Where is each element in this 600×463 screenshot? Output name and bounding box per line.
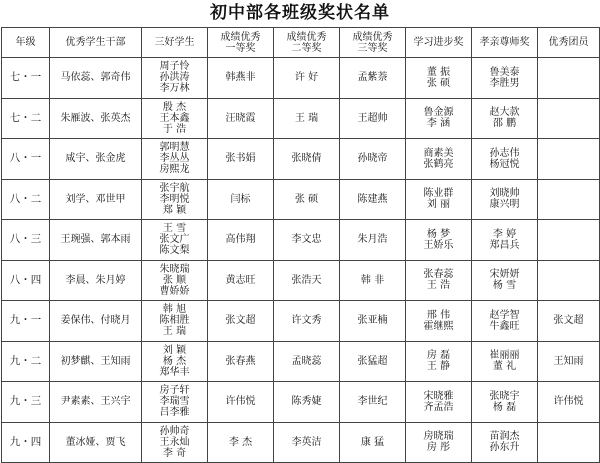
student-name: 张文超 [553, 315, 584, 327]
name-list [358, 194, 388, 205]
name-list [292, 234, 322, 245]
name-list [424, 269, 454, 291]
student-name: 孙志伟 [489, 147, 520, 159]
column-header-label: 学习进步奖 [413, 37, 464, 48]
progress-award-cell [406, 179, 472, 220]
filial-award-cell [472, 98, 538, 139]
third-prize-cell [340, 220, 406, 261]
name-list [226, 396, 256, 407]
cadre-cell: 朱雁波、张英杰 [50, 98, 142, 139]
student-name: 高伟翔 [225, 234, 256, 246]
league-member-cell [538, 58, 600, 99]
student-name: 张 硕 [426, 77, 451, 89]
table-row [2, 341, 600, 382]
column-header-label: 一等奖 [225, 42, 256, 54]
progress-award-cell [406, 341, 472, 382]
cadre-cell: 马依蕊、郭奇伟 [50, 58, 142, 99]
student-name: 张春燕 [225, 355, 256, 367]
student-name: 韩 旭 [162, 304, 187, 316]
progress-award-cell [406, 301, 472, 342]
student-name: 张文超 [225, 315, 256, 327]
column-header-label: 三好学生 [154, 37, 195, 48]
cadre-cell: 姜保伟、付晓月 [50, 301, 142, 342]
table-row [2, 382, 600, 423]
table-row [2, 260, 600, 301]
sanhao-cell [142, 179, 208, 220]
sanhao-cell [142, 139, 208, 180]
third-prize-cell [340, 98, 406, 139]
student-name: 杨 雪 [492, 280, 517, 292]
name-list [490, 269, 520, 291]
table-row [2, 301, 600, 342]
student-name: 陈文梨 [159, 245, 190, 257]
column-header-label: 三等奖 [357, 42, 388, 54]
name-list [424, 229, 454, 251]
table-header [2, 28, 600, 58]
name-list [295, 113, 318, 124]
student-name: 陈业群 [423, 188, 454, 200]
name-list [424, 431, 454, 453]
student-name: 汪晓霞 [225, 112, 256, 124]
name-list [160, 304, 190, 337]
student-name: 韩燕非 [225, 72, 256, 84]
name-list [160, 183, 190, 216]
name-list [490, 107, 520, 129]
column-header-label: 优秀学生干部 [65, 37, 126, 48]
student-name: 李 奇 [162, 447, 187, 459]
progress-award-cell [406, 220, 472, 261]
cadre-cell: 李晨、朱月婷 [50, 260, 142, 301]
name-list [160, 345, 190, 378]
name-list [361, 275, 384, 286]
student-name: 李 婷 [492, 228, 517, 240]
student-name: 李世纪 [357, 396, 388, 408]
name-list [358, 396, 388, 407]
progress-award-cell [406, 139, 472, 180]
name-list [554, 356, 584, 367]
student-name: 张浩天 [291, 274, 322, 286]
name-list [358, 72, 388, 83]
student-name: 李丛丛 [159, 153, 190, 165]
student-name: 李文忠 [291, 234, 322, 246]
league-member-cell [538, 382, 600, 423]
student-name: 张春蕊 [423, 269, 454, 281]
name-list [490, 67, 520, 89]
second-prize-cell [274, 98, 340, 139]
sanhao-cell [142, 220, 208, 261]
name-list [424, 107, 454, 129]
student-name: 孟紫萘 [357, 72, 388, 84]
student-name: 李明悦 [159, 193, 190, 205]
student-name: 陈相胜 [159, 315, 190, 327]
name-list [292, 396, 322, 407]
student-name: 许伟悦 [553, 396, 584, 408]
name-list [490, 148, 520, 170]
student-name: 曹娇娇 [159, 285, 190, 297]
cadre-cell: 咸宇、张金虎 [50, 139, 142, 180]
student-name: 商素美 [423, 147, 454, 159]
name-list [292, 356, 322, 367]
progress-award-cell [406, 382, 472, 423]
name-list [226, 153, 256, 164]
first-prize-cell [208, 220, 274, 261]
student-name: 孟晓蕊 [291, 355, 322, 367]
table-row [2, 422, 600, 463]
student-name: 韩 非 [360, 274, 385, 286]
column-header [472, 28, 538, 58]
sanhao-cell [142, 58, 208, 99]
grade-cell: 九・四 [2, 422, 50, 463]
sanhao-cell [142, 98, 208, 139]
column-header [274, 28, 340, 58]
second-prize-cell [274, 260, 340, 301]
table-row [2, 58, 600, 99]
student-name: 董 礼 [492, 361, 517, 373]
column-header [2, 28, 50, 58]
student-name: 许 好 [294, 72, 319, 84]
filial-award-cell [472, 341, 538, 382]
student-name: 张宇航 [159, 182, 190, 194]
name-list [231, 194, 251, 205]
first-prize-cell [208, 139, 274, 180]
first-prize-cell [208, 301, 274, 342]
student-name: 孙洪涛 [159, 72, 190, 84]
name-list [295, 194, 318, 205]
student-name: 宋妍妍 [489, 269, 520, 281]
student-name: 房熙龙 [159, 164, 190, 176]
second-prize-cell [274, 301, 340, 342]
student-name: 刘 颖 [162, 344, 187, 356]
student-name: 崔丽丽 [489, 350, 520, 362]
name-list [226, 356, 256, 367]
table-row [2, 220, 600, 261]
second-prize-cell [274, 139, 340, 180]
name-list [358, 153, 388, 164]
name-list [358, 234, 388, 245]
student-name: 牛鑫旺 [489, 320, 520, 332]
grade-cell: 八・三 [2, 220, 50, 261]
filial-award-cell [472, 220, 538, 261]
student-name: 鲁美泰 [489, 66, 520, 78]
table-row [2, 139, 600, 180]
student-name: 孙东升 [489, 442, 520, 454]
student-name: 陈建燕 [357, 193, 388, 205]
student-name: 王娇乐 [423, 239, 454, 251]
student-name: 刘晓帅 [489, 188, 520, 200]
student-name: 董 振 [426, 66, 451, 78]
name-list [490, 391, 520, 413]
name-list [427, 67, 450, 89]
name-list [424, 391, 454, 413]
student-name: 张晓宇 [489, 390, 520, 402]
grade-cell: 八・二 [2, 179, 50, 220]
student-name: 杨 磊 [492, 401, 517, 413]
name-list [226, 234, 256, 245]
column-header-label: 年级 [15, 37, 36, 48]
second-prize-cell [274, 382, 340, 423]
student-name: 张鹤亮 [423, 158, 454, 170]
name-list [424, 148, 454, 170]
cadre-cell: 尹素素、王兴宇 [50, 382, 142, 423]
table-body [2, 58, 600, 463]
student-name: 郭明慧 [159, 142, 190, 154]
column-header [406, 28, 472, 58]
student-name: 张文广 [159, 234, 190, 246]
student-name: 张猛超 [357, 355, 388, 367]
student-name: 李胜男 [489, 77, 520, 89]
student-name: 郑 颖 [162, 204, 187, 216]
name-list [490, 188, 520, 210]
third-prize-cell [340, 139, 406, 180]
sanhao-cell [142, 422, 208, 463]
grade-cell: 九・三 [2, 382, 50, 423]
student-name: 霍继熙 [423, 320, 454, 332]
first-prize-cell [208, 58, 274, 99]
student-name: 齐孟浩 [423, 401, 454, 413]
student-name: 邵 鹏 [492, 118, 517, 130]
name-list [160, 61, 190, 94]
league-member-cell [538, 260, 600, 301]
second-prize-cell [274, 220, 340, 261]
column-header-label: 孝亲尊师奖 [479, 37, 530, 48]
student-name: 杨冠悦 [489, 158, 520, 170]
progress-award-cell [406, 98, 472, 139]
first-prize-cell [208, 382, 274, 423]
name-list [358, 315, 388, 326]
grade-cell: 八・一 [2, 139, 50, 180]
student-name: 许伟悦 [225, 396, 256, 408]
name-list [160, 426, 190, 459]
name-list [490, 310, 520, 332]
student-name: 王 浩 [426, 280, 451, 292]
league-member-cell [538, 98, 600, 139]
student-name: 鲁金源 [423, 107, 454, 119]
progress-award-cell [406, 422, 472, 463]
column-header [340, 28, 406, 58]
student-name: 孙晓帝 [357, 153, 388, 165]
grade-cell: 九・一 [2, 301, 50, 342]
student-name: 张 顺 [162, 274, 187, 286]
student-name: 王超帅 [357, 112, 388, 124]
grade-cell: 七・二 [2, 98, 50, 139]
student-name: 王知雨 [553, 355, 584, 367]
student-name: 王本鑫 [159, 112, 190, 124]
sanhao-cell [142, 301, 208, 342]
name-list [424, 188, 454, 210]
column-header [538, 28, 600, 58]
third-prize-cell [340, 341, 406, 382]
student-name: 孙帅奇 [159, 425, 190, 437]
progress-award-cell [406, 58, 472, 99]
grade-cell: 七・一 [2, 58, 50, 99]
first-prize-cell [208, 341, 274, 382]
filial-award-cell [472, 260, 538, 301]
student-name: 王 瑞 [294, 112, 319, 124]
table-row [2, 179, 600, 220]
student-name: 陈秀婕 [291, 396, 322, 408]
student-name: 邢 伟 [426, 309, 451, 321]
student-name: 房子轩 [159, 385, 190, 397]
student-name: 李 涵 [426, 118, 451, 130]
progress-award-cell [406, 260, 472, 301]
student-name: 张 硕 [294, 193, 319, 205]
third-prize-cell [340, 301, 406, 342]
name-list [490, 350, 520, 372]
league-member-cell [538, 179, 600, 220]
name-list [226, 275, 256, 286]
student-name: 于 浩 [162, 123, 187, 135]
name-list [226, 315, 256, 326]
student-name: 王 雪 [162, 223, 187, 235]
student-name: 宋晓雅 [423, 390, 454, 402]
grade-cell: 八・四 [2, 260, 50, 301]
student-name: 朱晓瑞 [159, 263, 190, 275]
second-prize-cell [274, 58, 340, 99]
league-member-cell [538, 220, 600, 261]
name-list [160, 385, 190, 418]
name-list [490, 431, 520, 453]
first-prize-cell [208, 98, 274, 139]
student-name: 苗润杰 [489, 431, 520, 443]
first-prize-cell [208, 179, 274, 220]
column-header [208, 28, 274, 58]
student-name: 李英洁 [291, 436, 322, 448]
cadre-cell: 初梦麒、王知雨 [50, 341, 142, 382]
name-list [358, 356, 388, 367]
name-list [229, 437, 252, 448]
name-list [427, 350, 450, 372]
column-header-label: 成绩优秀 [286, 31, 327, 43]
name-list [358, 113, 388, 124]
third-prize-cell [340, 382, 406, 423]
student-name: 周子怜 [159, 61, 190, 73]
column-header [50, 28, 142, 58]
filial-award-cell [472, 58, 538, 99]
name-list [160, 223, 190, 256]
name-list [292, 275, 322, 286]
student-name: 赵学智 [489, 309, 520, 321]
column-header-label: 成绩优秀 [352, 31, 393, 43]
cadre-cell: 刘学、邓世甲 [50, 179, 142, 220]
student-name: 郑昌兵 [489, 239, 520, 251]
name-list [554, 396, 584, 407]
name-list [292, 315, 322, 326]
filial-award-cell [472, 422, 538, 463]
student-name: 郑华丰 [159, 366, 190, 378]
student-name: 房 磊 [426, 350, 451, 362]
student-name: 杨 杰 [162, 355, 187, 367]
third-prize-cell [340, 422, 406, 463]
student-name: 王永灿 [159, 436, 190, 448]
third-prize-cell [340, 179, 406, 220]
student-name: 房 彤 [426, 442, 451, 454]
name-list [160, 264, 190, 297]
column-header-label: 优秀团员 [548, 37, 589, 48]
filial-award-cell [472, 139, 538, 180]
name-list [160, 142, 190, 175]
name-list [226, 113, 256, 124]
second-prize-cell [274, 422, 340, 463]
student-name: 王 静 [426, 361, 451, 373]
student-name: 杨 梦 [426, 228, 451, 240]
student-name: 张书娟 [225, 153, 256, 165]
student-name: 康 猛 [360, 436, 385, 448]
league-member-cell [538, 341, 600, 382]
student-name: 王 瑞 [162, 326, 187, 338]
second-prize-cell [274, 341, 340, 382]
first-prize-cell [208, 260, 274, 301]
student-name: 闫标 [230, 193, 251, 205]
student-name: 房晓瑞 [423, 431, 454, 443]
filial-award-cell [472, 382, 538, 423]
second-prize-cell [274, 179, 340, 220]
student-name: 李万林 [159, 83, 190, 95]
third-prize-cell [340, 260, 406, 301]
cadre-cell: 王琬强、郭本雨 [50, 220, 142, 261]
name-list [226, 72, 256, 83]
column-header [142, 28, 208, 58]
student-name: 李瑞雪 [159, 396, 190, 408]
name-list [361, 437, 384, 448]
student-name: 康兴明 [489, 199, 520, 211]
student-name: 李 杰 [228, 436, 253, 448]
sanhao-cell [142, 382, 208, 423]
student-name: 赵大款 [489, 107, 520, 119]
student-name: 刘 丽 [426, 199, 451, 211]
student-name: 张晓倩 [291, 153, 322, 165]
league-member-cell [538, 139, 600, 180]
cadre-cell: 董冰娅、贾飞 [50, 422, 142, 463]
name-list [295, 72, 318, 83]
student-name: 张亚楠 [357, 315, 388, 327]
league-member-cell [538, 301, 600, 342]
student-name: 吕李雅 [159, 407, 190, 419]
student-name: 黄志旺 [225, 274, 256, 286]
name-list [160, 102, 190, 135]
student-name: 许文秀 [291, 315, 322, 327]
first-prize-cell [208, 422, 274, 463]
table-row [2, 98, 600, 139]
sanhao-cell [142, 260, 208, 301]
student-name: 朱月浩 [357, 234, 388, 246]
filial-award-cell [472, 301, 538, 342]
grade-cell: 九・二 [2, 341, 50, 382]
column-header-label: 二等奖 [291, 42, 322, 54]
name-list [292, 437, 322, 448]
name-list [554, 315, 584, 326]
filial-award-cell [472, 179, 538, 220]
student-name: 殷 杰 [162, 101, 187, 113]
name-list [424, 310, 454, 332]
header-row [2, 28, 600, 58]
third-prize-cell [340, 58, 406, 99]
column-header-label: 成绩优秀 [220, 31, 261, 43]
name-list [292, 153, 322, 164]
league-member-cell [538, 422, 600, 463]
name-list [490, 229, 520, 251]
sanhao-cell [142, 341, 208, 382]
page-title: 初中部各班级奖状名单 [210, 3, 390, 23]
award-table [1, 27, 600, 463]
